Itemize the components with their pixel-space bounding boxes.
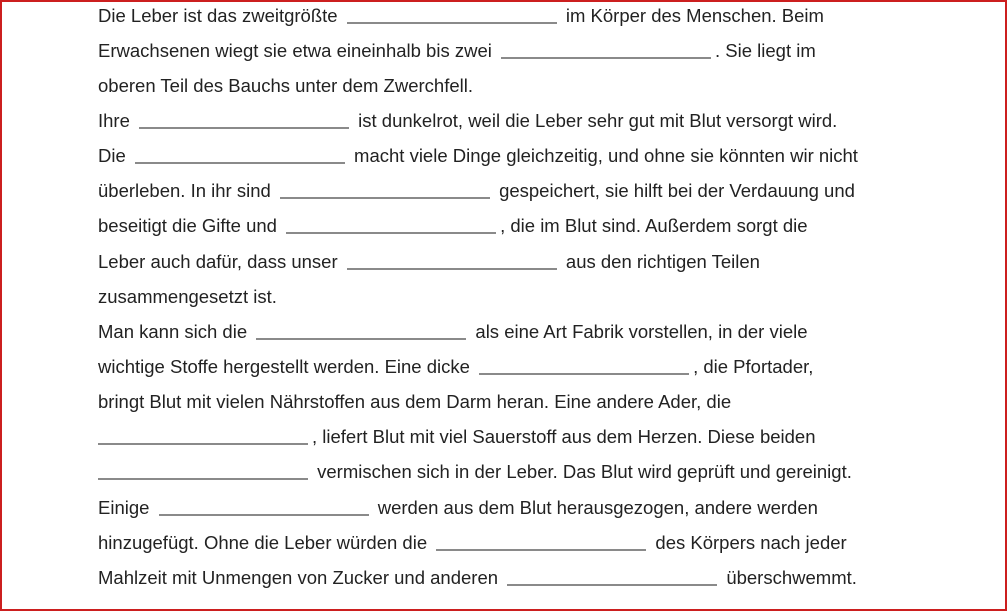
blank-13[interactable]	[436, 529, 646, 551]
text-line-10	[98, 318, 808, 353]
line-17-after: überschwemmt.	[726, 567, 857, 588]
line-12-text: bringt Blut mit vielen Nährstoffen aus dem Darm heran. Eine andere Ader, die	[98, 391, 732, 412]
text-line-6	[98, 177, 855, 212]
text-line-8	[98, 248, 760, 283]
line-8-before: Leber auch dafür, dass unser	[98, 251, 338, 272]
line-7-before: beseitigt die Gifte und	[98, 215, 277, 236]
blank-14[interactable]	[507, 564, 717, 586]
line-10-before: Man kann sich die	[98, 321, 248, 342]
text-line-15	[98, 494, 818, 529]
blank-6[interactable]	[286, 212, 496, 234]
text-line-9	[98, 283, 277, 318]
text-line-5	[98, 142, 858, 177]
line-4-before: Ihre	[98, 110, 130, 131]
line-1-before: Die Leber ist das zweitgrößte	[98, 5, 338, 26]
blank-5[interactable]	[280, 177, 490, 199]
line-2-after: . Sie liegt im	[715, 40, 816, 61]
line-6-before: überleben. In ihr sind	[98, 180, 271, 201]
text-line-2	[98, 37, 816, 72]
line-16-before: hinzugefügt. Ohne die Leber würden die	[98, 532, 428, 553]
blank-1[interactable]	[347, 2, 557, 24]
line-15-before: Einige	[98, 497, 150, 518]
text-line-12	[98, 388, 731, 423]
text-line-17	[98, 564, 857, 599]
line-5-after: macht viele Dinge gleichzeitig, und ohne sie könnten wir nicht	[354, 145, 858, 166]
line-9-text: zusammengesetzt ist.	[98, 286, 277, 307]
text-line-16	[98, 529, 847, 564]
text-line-3	[98, 72, 473, 107]
blank-10[interactable]	[98, 423, 308, 445]
blank-9[interactable]	[479, 353, 689, 375]
text-line-1	[98, 2, 824, 37]
line-13-after: , liefert Blut mit viel Sauerstoff aus dem Herzen. Diese beiden	[312, 426, 816, 447]
line-7-after: , die im Blut sind. Außerdem sorgt die	[500, 215, 808, 236]
text-line-11	[98, 353, 813, 388]
line-2-before: Erwachsenen wiegt sie etwa eineinhalb bis zwei	[98, 40, 492, 61]
line-6-after: gespeichert, sie hilft bei der Verdauung und	[499, 180, 855, 201]
text-line-7	[98, 212, 808, 247]
blank-7[interactable]	[347, 248, 557, 270]
blank-4[interactable]	[135, 142, 345, 164]
line-11-after: , die Pfortader,	[693, 356, 814, 377]
blank-3[interactable]	[139, 107, 349, 129]
line-11-before: wichtige Stoffe hergestellt werden. Eine dicke	[98, 356, 470, 377]
line-5-before: Die	[98, 145, 126, 166]
blank-12[interactable]	[159, 494, 369, 516]
line-10-after: als eine Art Fabrik vorstellen, in der viele	[475, 321, 808, 342]
line-1-after: im Körper des Menschen. Beim	[565, 5, 824, 26]
line-3-text: oberen Teil des Bauchs unter dem Zwerchfell.	[98, 75, 473, 96]
blank-8[interactable]	[256, 318, 466, 340]
text-line-4	[98, 107, 837, 142]
line-17-before: Mahlzeit mit Unmengen von Zucker und anderen	[98, 567, 499, 588]
text-line-13	[98, 423, 816, 458]
blank-11[interactable]	[98, 458, 308, 480]
text-line-14	[98, 458, 852, 493]
line-14-after: vermischen sich in der Leber. Das Blut wird geprüft und gereinigt.	[317, 461, 852, 482]
line-4-after: ist dunkelrot, weil die Leber sehr gut mit Blut versorgt wird.	[358, 110, 838, 131]
line-16-after: des Körpers nach jeder	[655, 532, 847, 553]
blank-2[interactable]	[501, 37, 711, 59]
line-15-after: werden aus dem Blut herausgezogen, andere werden	[377, 497, 818, 518]
line-8-after: aus den richtigen Teilen	[565, 251, 760, 272]
